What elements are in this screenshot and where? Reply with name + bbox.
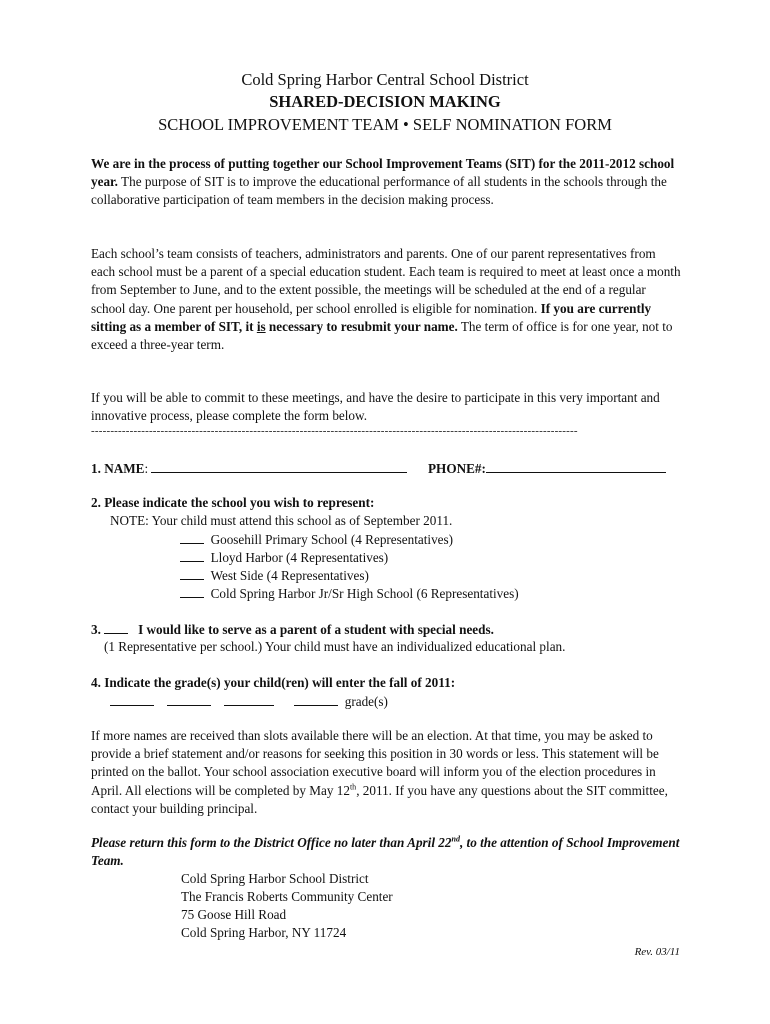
mailing-address [181, 870, 393, 942]
q1-name-row [91, 459, 407, 478]
checkbox-blank[interactable] [180, 584, 204, 598]
address-line: Cold Spring Harbor, NY 11724 [181, 925, 347, 940]
election-sup: th [349, 782, 357, 792]
q4-grade-row [110, 692, 388, 711]
district-name: Cold Spring Harbor Central School District [241, 70, 529, 89]
address-line: Cold Spring Harbor School District [181, 871, 369, 886]
q2-note: NOTE: Your child must attend this school as of September 2011. [110, 513, 453, 528]
grade-field-2[interactable] [167, 692, 211, 706]
school-option-high-school[interactable] [180, 584, 519, 603]
checkbox-blank[interactable] [180, 566, 204, 580]
election-paragraph [91, 727, 681, 818]
intro-bold: We are in the process of putting together our School Improvement Teams (SIT) for the 2011-2012 school year. [91, 156, 675, 190]
phone-label: PHONE#: [428, 461, 486, 476]
intro-paragraph [91, 155, 681, 210]
team-bold-1: If you are currently sitting as a member of SIT, it [91, 300, 652, 334]
team-bold-underline: is [256, 318, 266, 334]
team-rest: The term of office is for one year, not to exceed a three-year term. [91, 318, 673, 353]
intro-rest: The purpose of SIT is to improve the educational performance of all students in the schools through the collaborative participation of team members in the decision making process. [91, 174, 667, 208]
q2-title: 2. Please indicate the school you wish to represent: [91, 495, 375, 510]
grade-suffix: grade(s) [344, 694, 388, 709]
checkbox-blank[interactable] [180, 530, 204, 544]
form-subtitle: SCHOOL IMPROVEMENT TEAM • SELF NOMINATION FORM [158, 115, 612, 134]
commit-paragraph [91, 389, 681, 425]
option-label: Goosehill Primary School (4 Representatives) [210, 532, 454, 547]
q3-text: I would like to serve as a parent of a student with special needs. [138, 622, 494, 637]
q3-row [91, 620, 494, 639]
return-text-1: Please return this form to the District Office no later than April 22 [91, 835, 452, 850]
name-label: NAME [104, 461, 145, 476]
revision-date: Rev. 03/11 [634, 946, 680, 958]
address-line: The Francis Roberts Community Center [181, 889, 393, 904]
q3-number: 3. [91, 622, 101, 637]
cut-line-divider: ------------------------------------------------------------------------------------------------------------------------------ [91, 425, 578, 437]
school-option-lloyd-harbor[interactable] [180, 548, 388, 567]
return-instructions [91, 834, 681, 870]
checkbox-blank[interactable] [180, 548, 204, 562]
grade-field-3[interactable] [224, 692, 274, 706]
q3-note: (1 Representative per school.) Your child must have an individualized educational plan. [104, 639, 566, 654]
return-sup: nd [451, 834, 460, 844]
return-text-2: , to the attention of School Improvement Team. [91, 835, 680, 869]
q1-number: 1. [91, 461, 101, 476]
phone-field[interactable] [486, 459, 666, 473]
election-text-1: If more names are received than slots available there will be an election. At that time, you may be asked to provide a brief statement and/or reasons for seeking this position in 30 words or less. This statement will be printed on the ballot. Your school association executive board will inform you of the election procedures in April. All elections will be completed by May 12 [91, 728, 659, 798]
name-field[interactable] [151, 459, 407, 473]
team-text: Each school’s team consists of teachers, administrators and parents. One of our parent representatives from each school must be a parent of a special education student. Each team is required to meet at least once a month from September to June, and to the extent possible, the meetings will be scheduled at the end of a regular school day. One parent per household, per school enrolled is eligible for nomination. [91, 246, 681, 316]
grade-field-4[interactable] [294, 692, 338, 706]
q4-title: 4. Indicate the grade(s) your child(ren) will enter the fall of 2011: [91, 675, 456, 690]
election-text-2: , 2011. If you have any questions about the SIT committee, contact your building principal. [91, 782, 668, 816]
address-line: 75 Goose Hill Road [181, 907, 287, 922]
team-bold-2: necessary to resubmit your name. [265, 318, 458, 334]
option-label: Cold Spring Harbor Jr/Sr High School (6 Representatives) [210, 586, 519, 601]
team-paragraph [91, 245, 681, 354]
name-colon: : [144, 461, 149, 476]
school-option-west-side[interactable] [180, 566, 369, 585]
commit-text: If you will be able to commit to these meetings, and have the desire to participate in this very important and innovative process, please complete the form below. [91, 390, 660, 424]
special-needs-checkbox[interactable] [104, 620, 128, 634]
q1-phone-row [428, 459, 666, 478]
school-option-goosehill[interactable] [180, 530, 453, 549]
grade-field-1[interactable] [110, 692, 154, 706]
form-title: SHARED-DECISION MAKING [269, 92, 501, 111]
option-label: Lloyd Harbor (4 Representatives) [210, 550, 389, 565]
option-label: West Side (4 Representatives) [210, 568, 369, 583]
